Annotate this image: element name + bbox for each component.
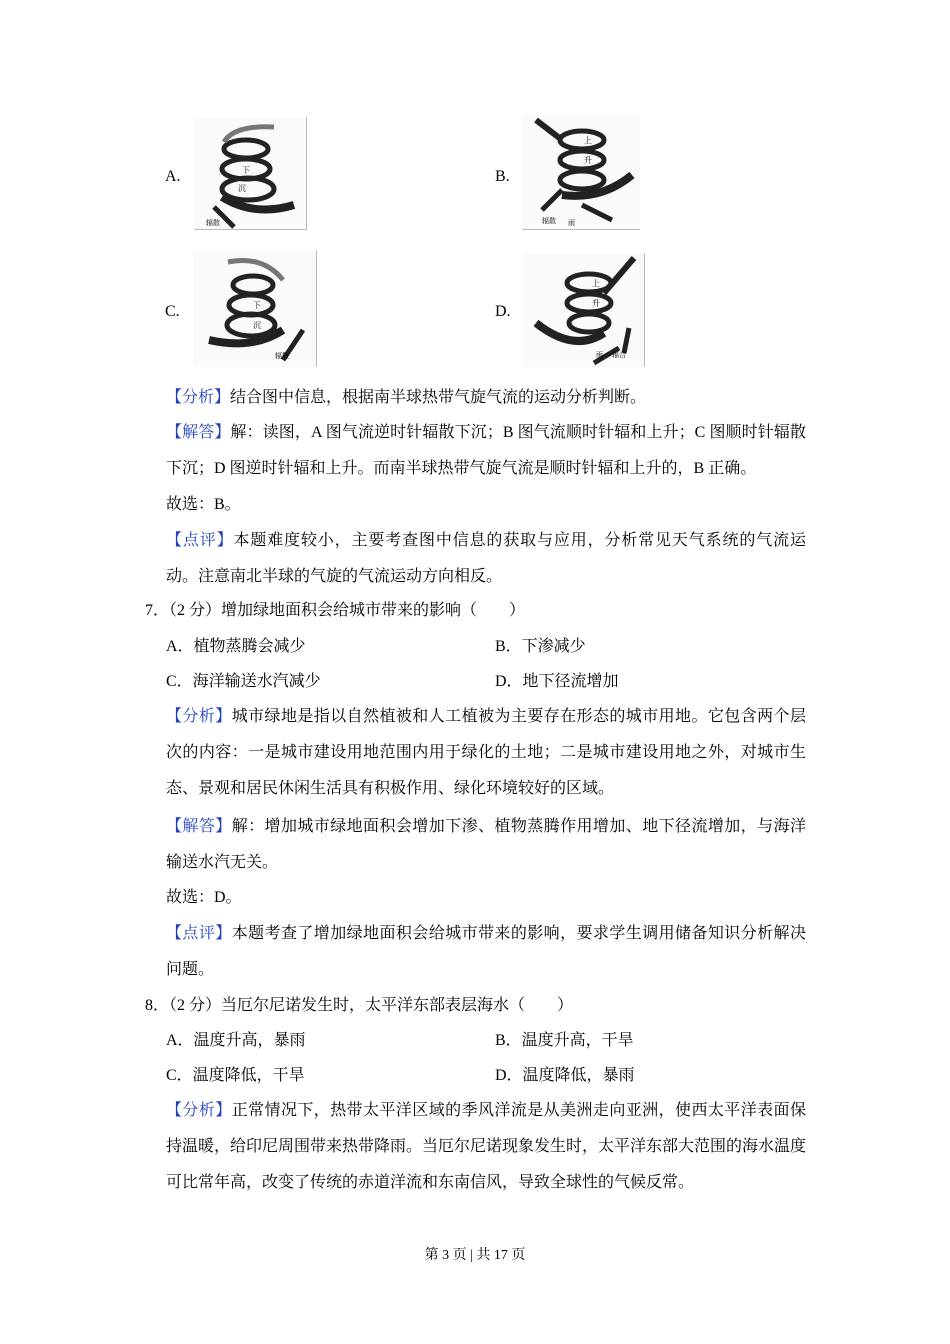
- figure-d-text-up: 上: [592, 279, 600, 288]
- question-8: [145, 988, 573, 1024]
- q7-options-row-2: [166, 664, 806, 700]
- q7-comment: [166, 916, 806, 988]
- analysis-text: 城市绿地是指以自然植被和人工植被为主要存在形态的城市用地。它包含两个层次的内容：一是城市建设用地范围内用于绿化的土地；二是城市建设用地之外，对城市生态、景观和居民休闲生活具有积极作用、绿化环境较好的区域。: [166, 708, 806, 797]
- option-d-label: D.: [495, 303, 511, 320]
- figure-b-text-rise: 升: [584, 156, 592, 165]
- option-c-label: C.: [165, 303, 180, 320]
- q6-comment: [166, 523, 806, 595]
- comment-text: 本题难度较小，主要考查图中信息的获取与应用，分析常见天气系统的气流运动。注意南北半球的气旋的气流运动方向相反。: [166, 532, 806, 585]
- figure-c-text-sink: 沉: [253, 321, 261, 330]
- option-d: D．地下径流增加: [495, 673, 619, 690]
- q7-options-row-1: [166, 629, 806, 665]
- figure-c-text-diverge: 辐散: [275, 352, 289, 360]
- q7-choice: 故选：D。: [166, 889, 242, 906]
- question-7: [145, 593, 525, 629]
- figure-c-text-down: 下: [253, 301, 261, 310]
- analysis-tag: 【分析】: [166, 389, 231, 406]
- comment-tag: 【点评】: [166, 925, 232, 942]
- analysis-tag: 【分析】: [166, 708, 232, 725]
- option-a: A．植物蒸腾会减少: [166, 638, 306, 655]
- question-number: 7．: [145, 602, 170, 619]
- answer-tag: 【解答】: [166, 818, 232, 835]
- figure-d-text-rise: 升: [592, 299, 600, 308]
- figure-a-text-sink: 沉: [238, 184, 246, 193]
- option-b: B．下渗减少: [495, 638, 586, 655]
- q8-options-row-2: [166, 1058, 806, 1094]
- q6-choice: 故选：B。: [166, 496, 241, 513]
- q8-analysis: [166, 1093, 806, 1201]
- figure-a-text-diverge: 辐散: [206, 219, 220, 227]
- option-b-label: B.: [495, 168, 510, 185]
- page-footer: 第 3 页 | 共 17 页: [424, 1248, 526, 1263]
- answer-text: 解：增加城市绿地面积会增加下渗、植物蒸腾作用增加、地下径流增加，与海洋输送水汽无关。: [166, 818, 806, 871]
- option-c: C．温度降低，干旱: [166, 1067, 305, 1084]
- option-a-label: A.: [165, 168, 181, 185]
- q6-answer: [166, 415, 806, 487]
- figure-a-text-down: 下: [242, 166, 250, 175]
- figure-d-text-converge: 辐合: [612, 351, 626, 359]
- figure-d-cyclone-rising: [524, 253, 645, 367]
- answer-text: 解：读图，A 图气流逆时针辐散下沉；B 图气流顺时针辐和上升；C 图顺时针辐散下沉；D 图逆时针辐和上升。而南半球热带气旋气流是顺时针辐和上升的，B 正确。: [166, 424, 806, 477]
- analysis-text: 正常情况下，热带太平洋区域的季风洋流是从美洲走向亚洲，使西太平洋表面保持温暖，给印尼周围带来热带降雨。当厄尔尼诺现象发生时，太平洋东部大范围的海水温度可比常年高，改变了传统的赤道洋流和东南信风，导致全球性的气候反常。: [166, 1102, 807, 1191]
- option-a: A．温度升高，暴雨: [166, 1032, 306, 1049]
- q6-analysis: [166, 380, 806, 416]
- figure-d-text-rain: 雨: [596, 351, 603, 359]
- q7-analysis: [166, 699, 806, 807]
- question-stem: （2 分）当厄尔尼诺发生时，太平洋东部表层海水（ ）: [169, 997, 574, 1014]
- answer-tag: 【解答】: [166, 424, 231, 441]
- comment-tag: 【点评】: [166, 532, 234, 549]
- figure-b-cyclone-rising: [522, 115, 640, 230]
- figure-b-text-diverge: 辐散: [542, 217, 556, 225]
- question-number: 8．: [145, 997, 170, 1014]
- q7-answer: [166, 809, 806, 881]
- analysis-tag: 【分析】: [166, 1102, 232, 1119]
- figure-b-text-up: 上: [584, 136, 592, 145]
- option-c: C．海洋输送水汽减少: [166, 673, 321, 690]
- comment-text: 本题考查了增加绿地面积会给城市带来的影响，要求学生调用储备知识分析解决问题。: [166, 925, 806, 978]
- q8-options-row-1: [166, 1023, 806, 1059]
- figure-b-text-rain: 雨: [568, 219, 575, 227]
- figure-a-cyclone-descending: [194, 117, 307, 230]
- analysis-text: 结合图中信息，根据南半球热带气旋气流的运动分析判断。: [230, 389, 647, 406]
- option-d: D．温度降低，暴雨: [495, 1067, 635, 1084]
- figure-c-cyclone-descending: [193, 250, 317, 367]
- option-b: B．温度升高，干旱: [495, 1032, 634, 1049]
- question-stem: （2 分）增加绿地面积会给城市带来的影响（ ）: [169, 602, 526, 619]
